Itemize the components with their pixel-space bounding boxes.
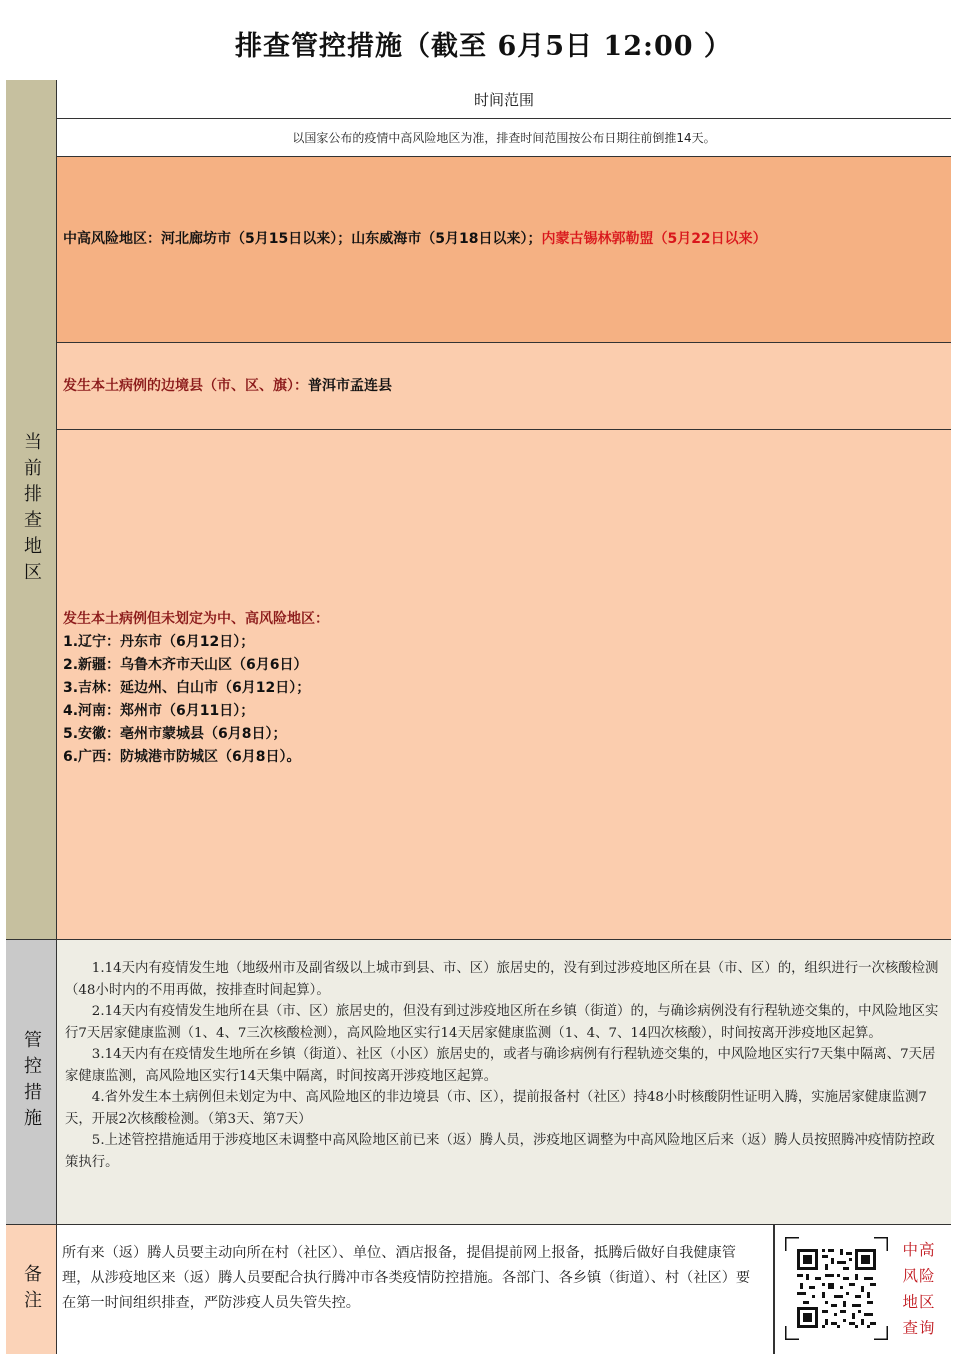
remarks-row [57,1225,951,1354]
qr-label: 中高风险地区查询 [902,1241,936,1337]
local-cases-label: 发生本土病例但未划定为中、高风险地区： [63,611,329,627]
time-range-header [57,80,951,119]
remarks-divider [773,1225,775,1354]
measure-item: 3.14天内有在疫情发生地所在乡镇（街道）、社区（小区）旅居史的，或者与确诊病例有行程轨迹交集的，中风险地区实行7天集中隔离、7天居家健康监测，高风险地区实行14天集中隔离，时间按离开涉疫地区起算。 [65,1047,936,1084]
page-title: 排查管控措施（截至 6月5日 12:00 ） [235,31,732,62]
side-label-measures-text: 管控措施 [21,1030,42,1134]
measure-item: 5.上述管控措施适用于涉疫地区未调整中高风险地区前已来（返）腾人员，涉疫地区调整为中高风险地区后来（返）腾人员按照腾冲疫情防控政策执行。 [65,1133,935,1170]
measure-item: 4.省外发生本土病例但未划定为中、高风险地区的非边境县（市、区），提前报备村（社区）持48小时核酸阴性证明入腾，实施居家健康监测7天，开展2次核酸检测。（第3天、第7天） [65,1090,927,1127]
list-item: 5.安徽：亳州市蒙城县（6月8日）； [63,726,287,742]
border-county-label: 发生本土病例的边境县（市、区、旗）： [63,378,308,394]
measure-item: 2.14天内有疫情发生地所在县（市、区）旅居史的，但没有到过涉疫地区所在乡镇（街道）的，与确诊病例没有行程轨迹交集的，中风险地区实行7天居家健康监测（1、4、7三次核酸检测），高风险地区实行14天居家健康监测（1、4、7、14四次核酸），时间按离开涉疫地区起算。 [65,1004,939,1041]
high-risk-areas [57,157,951,343]
side-label-areas [6,80,57,940]
border-county-value: 普洱市孟连县 [308,378,392,394]
high-risk-label: 中高风险地区： [63,231,161,247]
list-item: 4.河南：郑州市（6月11日）； [63,703,255,719]
border-county [57,343,951,430]
time-range-note [57,119,951,157]
high-risk-text: 河北廊坊市（5月15日以来）；山东威海市（5月18日以来）； [161,231,542,247]
qr-code-icon[interactable] [785,1237,888,1340]
list-item: 1.辽宁：丹东市（6月12日）； [63,634,255,650]
side-label-measures [6,940,57,1225]
local-cases [57,430,951,940]
list-item: 2.新疆：乌鲁木齐市天山区（6月6日） [63,657,308,673]
remarks-text: 所有来（返）腾人员要主动向所在村（社区）、单位、酒店报备，提倡提前网上报备，抵腾后做好自我健康管理，从涉疫地区来（返）腾人员要配合执行腾冲市各类疫情防控措施。各部门、各乡镇（街道）、村（社区）要在第一时间组织排查，严防涉疫人员失管失控。 [62,1245,751,1311]
time-range-header-text: 时间范围 [473,90,534,109]
side-label-areas-text: 当前排查地区 [21,431,42,588]
list-item: 6.广西：防城港市防城区（6月8日）。 [63,749,301,765]
control-measures [57,940,951,1225]
measure-item: 1.14天内有疫情发生地（地级州市及副省级以上城市到县、市、区）旅居史的，没有到过涉疫地区所在县（市、区）的，组织进行一次核酸检测（48小时内的不用再做，按排查时间起算）。 [65,961,939,998]
side-label-remarks [6,1225,57,1354]
side-label-remarks-text: 备注 [21,1263,42,1316]
high-risk-highlight: 内蒙古锡林郭勒盟（5月22日以来） [541,231,767,247]
list-item: 3.吉林：延边州、白山市（6月12日）； [63,680,311,696]
time-range-note-text: 以国家公布的疫情中高风险地区为准，排查时间范围按公布日期往前倒推14天。 [292,131,716,145]
